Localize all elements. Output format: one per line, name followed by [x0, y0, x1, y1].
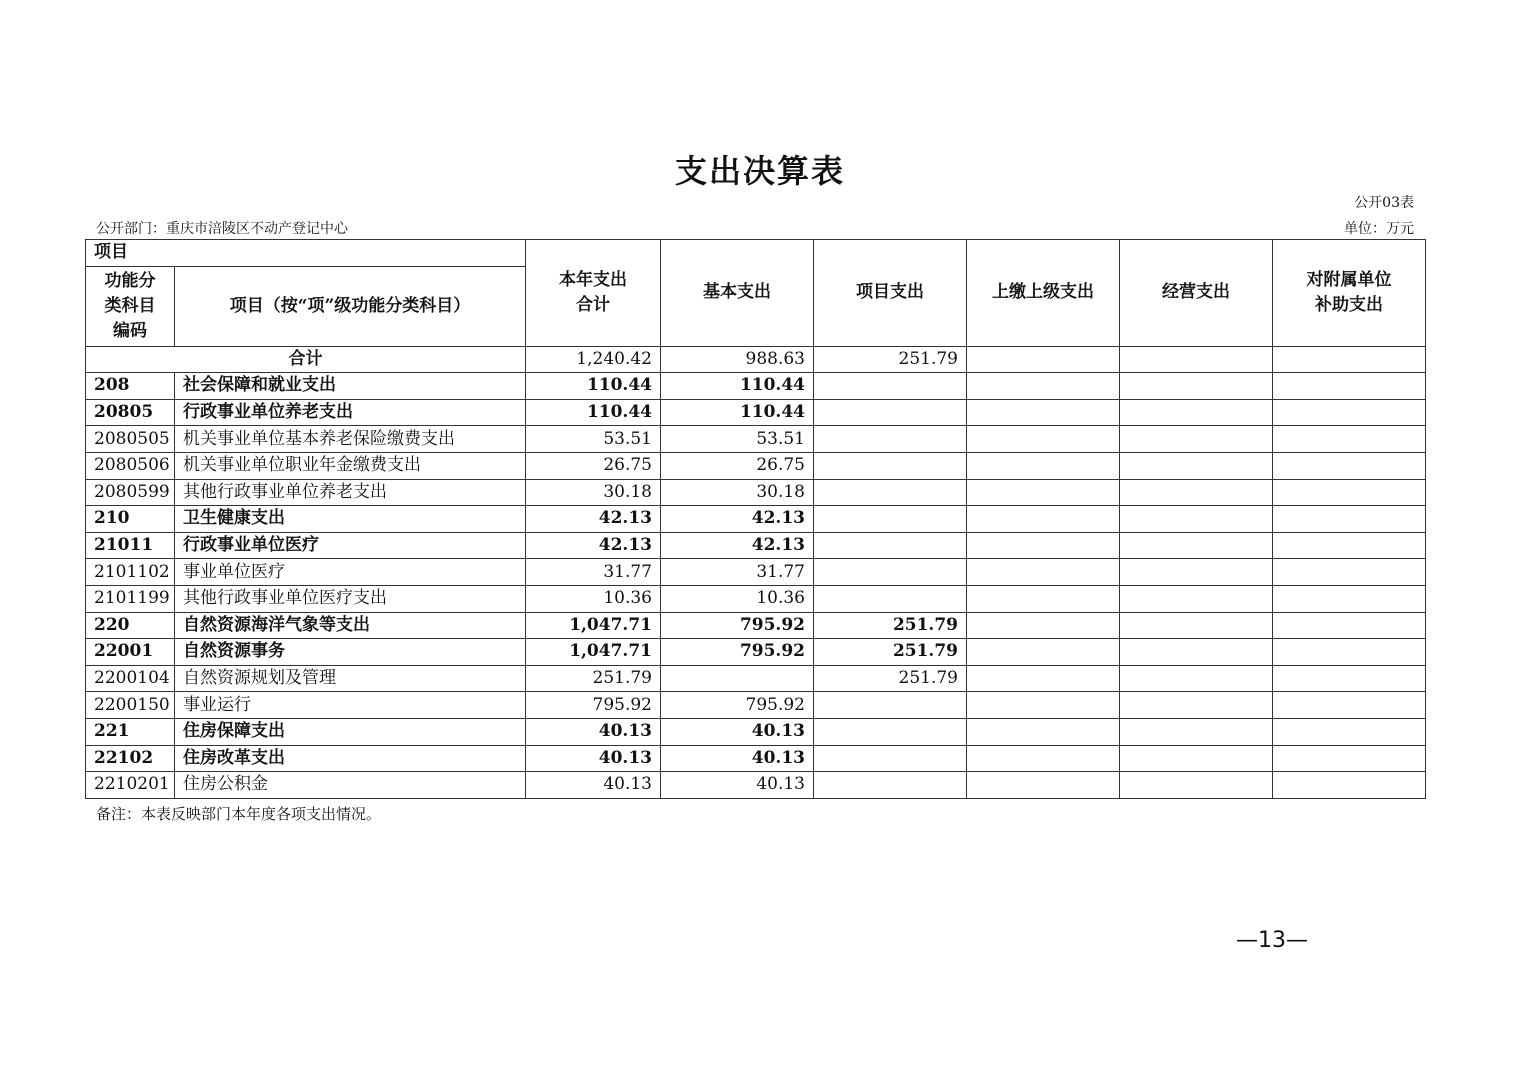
total-cell: 40.13	[526, 745, 661, 772]
project-cell: 251.79	[814, 639, 967, 666]
business-cell	[1120, 373, 1273, 400]
name-cell: 其他行政事业单位医疗支出	[175, 585, 526, 612]
project-cell	[814, 452, 967, 479]
subsidy-cell	[1273, 399, 1426, 426]
project-cell	[814, 399, 967, 426]
total-cell: 1,240.42	[526, 346, 661, 373]
total-cell: 30.18	[526, 479, 661, 506]
code-cell: 21011	[86, 532, 175, 559]
basic-cell	[661, 665, 814, 692]
project-cell	[814, 373, 967, 400]
business-cell	[1120, 532, 1273, 559]
code-cell: 2200150	[86, 692, 175, 719]
basic-cell: 30.18	[661, 479, 814, 506]
table-row	[86, 426, 1426, 453]
subsidy-cell	[1273, 346, 1426, 373]
total-cell: 1,047.71	[526, 612, 661, 639]
total-cell: 42.13	[526, 506, 661, 533]
header-subsidy: 对附属单位 补助支出	[1273, 240, 1426, 347]
table-row	[86, 745, 1426, 772]
project-cell	[814, 692, 967, 719]
page-title: 支出决算表	[674, 152, 845, 190]
header-code: 功能分 类科目 编码	[86, 266, 175, 346]
subsidy-cell	[1273, 373, 1426, 400]
code-cell: 208	[86, 373, 175, 400]
basic-cell: 10.36	[661, 585, 814, 612]
basic-cell: 40.13	[661, 718, 814, 745]
project-cell	[814, 585, 967, 612]
basic-cell: 26.75	[661, 452, 814, 479]
business-cell	[1120, 612, 1273, 639]
unit-label: 单位：万元	[1344, 221, 1414, 237]
business-cell	[1120, 426, 1273, 453]
subsidy-cell	[1273, 745, 1426, 772]
table-row	[86, 506, 1426, 533]
code-cell: 2210201	[86, 772, 175, 799]
code-cell: 2080506	[86, 452, 175, 479]
subsidy-cell	[1273, 639, 1426, 666]
upper-cell	[967, 479, 1120, 506]
table-row	[86, 772, 1426, 799]
form-number: 公开03表	[1354, 195, 1414, 211]
name-cell: 机关事业单位职业年金缴费支出	[175, 452, 526, 479]
code-cell: 20805	[86, 399, 175, 426]
upper-cell	[967, 745, 1120, 772]
header-row-1	[86, 240, 1426, 267]
name-cell: 事业单位医疗	[175, 559, 526, 586]
table-row	[86, 559, 1426, 586]
project-cell	[814, 772, 967, 799]
total-cell: 110.44	[526, 399, 661, 426]
subsidy-cell	[1273, 665, 1426, 692]
department-label: 公开部门：重庆市涪陵区不动产登记中心	[96, 221, 348, 237]
basic-cell: 31.77	[661, 559, 814, 586]
name-cell: 行政事业单位养老支出	[175, 399, 526, 426]
table-row	[86, 452, 1426, 479]
header-project: 项目支出	[814, 240, 967, 347]
name-cell: 其他行政事业单位养老支出	[175, 479, 526, 506]
subsidy-cell	[1273, 426, 1426, 453]
upper-cell	[967, 665, 1120, 692]
basic-cell: 795.92	[661, 612, 814, 639]
header-total: 本年支出 合计	[526, 240, 661, 347]
upper-cell	[967, 772, 1120, 799]
basic-cell: 110.44	[661, 373, 814, 400]
subsidy-cell	[1273, 506, 1426, 533]
subsidy-cell	[1273, 559, 1426, 586]
project-cell	[814, 506, 967, 533]
name-cell: 社会保障和就业支出	[175, 373, 526, 400]
total-cell: 795.92	[526, 692, 661, 719]
project-cell	[814, 426, 967, 453]
subsidy-cell	[1273, 772, 1426, 799]
business-cell	[1120, 559, 1273, 586]
business-cell	[1120, 506, 1273, 533]
upper-cell	[967, 559, 1120, 586]
name-cell: 住房保障支出	[175, 718, 526, 745]
table-row	[86, 399, 1426, 426]
business-cell	[1120, 346, 1273, 373]
upper-cell	[967, 532, 1120, 559]
header-basic: 基本支出	[661, 240, 814, 347]
business-cell	[1120, 639, 1273, 666]
code-cell: 221	[86, 718, 175, 745]
project-cell	[814, 718, 967, 745]
total-cell: 26.75	[526, 452, 661, 479]
project-cell	[814, 479, 967, 506]
total-cell: 10.36	[526, 585, 661, 612]
subsidy-cell	[1273, 718, 1426, 745]
table-row	[86, 479, 1426, 506]
business-cell	[1120, 585, 1273, 612]
page-number: —13—	[1236, 928, 1308, 953]
business-cell	[1120, 399, 1273, 426]
upper-cell	[967, 346, 1120, 373]
project-cell: 251.79	[814, 665, 967, 692]
table-row	[86, 692, 1426, 719]
project-cell	[814, 745, 967, 772]
code-cell: 22102	[86, 745, 175, 772]
total-cell: 1,047.71	[526, 639, 661, 666]
total-cell: 40.13	[526, 718, 661, 745]
total-cell: 42.13	[526, 532, 661, 559]
upper-cell	[967, 585, 1120, 612]
name-cell: 机关事业单位基本养老保险缴费支出	[175, 426, 526, 453]
code-cell: 22001	[86, 639, 175, 666]
code-cell: 2080599	[86, 479, 175, 506]
business-cell	[1120, 665, 1273, 692]
subsidy-cell	[1273, 692, 1426, 719]
name-cell: 行政事业单位医疗	[175, 532, 526, 559]
subsidy-cell	[1273, 532, 1426, 559]
upper-cell	[967, 426, 1120, 453]
total-cell: 40.13	[526, 772, 661, 799]
total-cell: 251.79	[526, 665, 661, 692]
name-cell: 住房改革支出	[175, 745, 526, 772]
basic-cell: 40.13	[661, 745, 814, 772]
business-cell	[1120, 692, 1273, 719]
total-cell: 31.77	[526, 559, 661, 586]
business-cell	[1120, 718, 1273, 745]
total-row	[86, 346, 1426, 373]
name-cell: 自然资源事务	[175, 639, 526, 666]
project-cell: 251.79	[814, 612, 967, 639]
subsidy-cell	[1273, 585, 1426, 612]
table-row	[86, 665, 1426, 692]
upper-cell	[967, 506, 1120, 533]
name-cell: 自然资源海洋气象等支出	[175, 612, 526, 639]
table-row	[86, 532, 1426, 559]
upper-cell	[967, 639, 1120, 666]
expenditure-table	[85, 239, 1426, 799]
header-name: 项目（按“项”级功能分类科目）	[175, 266, 526, 346]
name-cell: 事业运行	[175, 692, 526, 719]
name-cell: 住房公积金	[175, 772, 526, 799]
code-cell: 2080505	[86, 426, 175, 453]
subsidy-cell	[1273, 612, 1426, 639]
table-row	[86, 612, 1426, 639]
table-row	[86, 373, 1426, 400]
upper-cell	[967, 373, 1120, 400]
header-upper: 上缴上级支出	[967, 240, 1120, 347]
total-label: 合计	[86, 346, 526, 373]
total-cell: 53.51	[526, 426, 661, 453]
basic-cell: 42.13	[661, 506, 814, 533]
table-row	[86, 718, 1426, 745]
name-cell: 卫生健康支出	[175, 506, 526, 533]
code-cell: 210	[86, 506, 175, 533]
project-cell	[814, 532, 967, 559]
code-cell: 2101199	[86, 585, 175, 612]
code-cell: 2200104	[86, 665, 175, 692]
total-cell: 110.44	[526, 373, 661, 400]
code-cell: 2101102	[86, 559, 175, 586]
project-cell: 251.79	[814, 346, 967, 373]
subsidy-cell	[1273, 479, 1426, 506]
basic-cell: 795.92	[661, 692, 814, 719]
basic-cell: 42.13	[661, 532, 814, 559]
table-row	[86, 585, 1426, 612]
project-cell	[814, 559, 967, 586]
name-cell: 自然资源规划及管理	[175, 665, 526, 692]
header-item: 项目	[86, 240, 526, 267]
business-cell	[1120, 772, 1273, 799]
upper-cell	[967, 452, 1120, 479]
basic-cell: 988.63	[661, 346, 814, 373]
business-cell	[1120, 745, 1273, 772]
basic-cell: 110.44	[661, 399, 814, 426]
code-cell: 220	[86, 612, 175, 639]
basic-cell: 795.92	[661, 639, 814, 666]
basic-cell: 53.51	[661, 426, 814, 453]
upper-cell	[967, 718, 1120, 745]
business-cell	[1120, 479, 1273, 506]
subsidy-cell	[1273, 452, 1426, 479]
business-cell	[1120, 452, 1273, 479]
table-note: 备注：本表反映部门本年度各项支出情况。	[96, 805, 382, 823]
table-row	[86, 639, 1426, 666]
upper-cell	[967, 399, 1120, 426]
basic-cell: 40.13	[661, 772, 814, 799]
upper-cell	[967, 692, 1120, 719]
header-business: 经营支出	[1120, 240, 1273, 347]
upper-cell	[967, 612, 1120, 639]
